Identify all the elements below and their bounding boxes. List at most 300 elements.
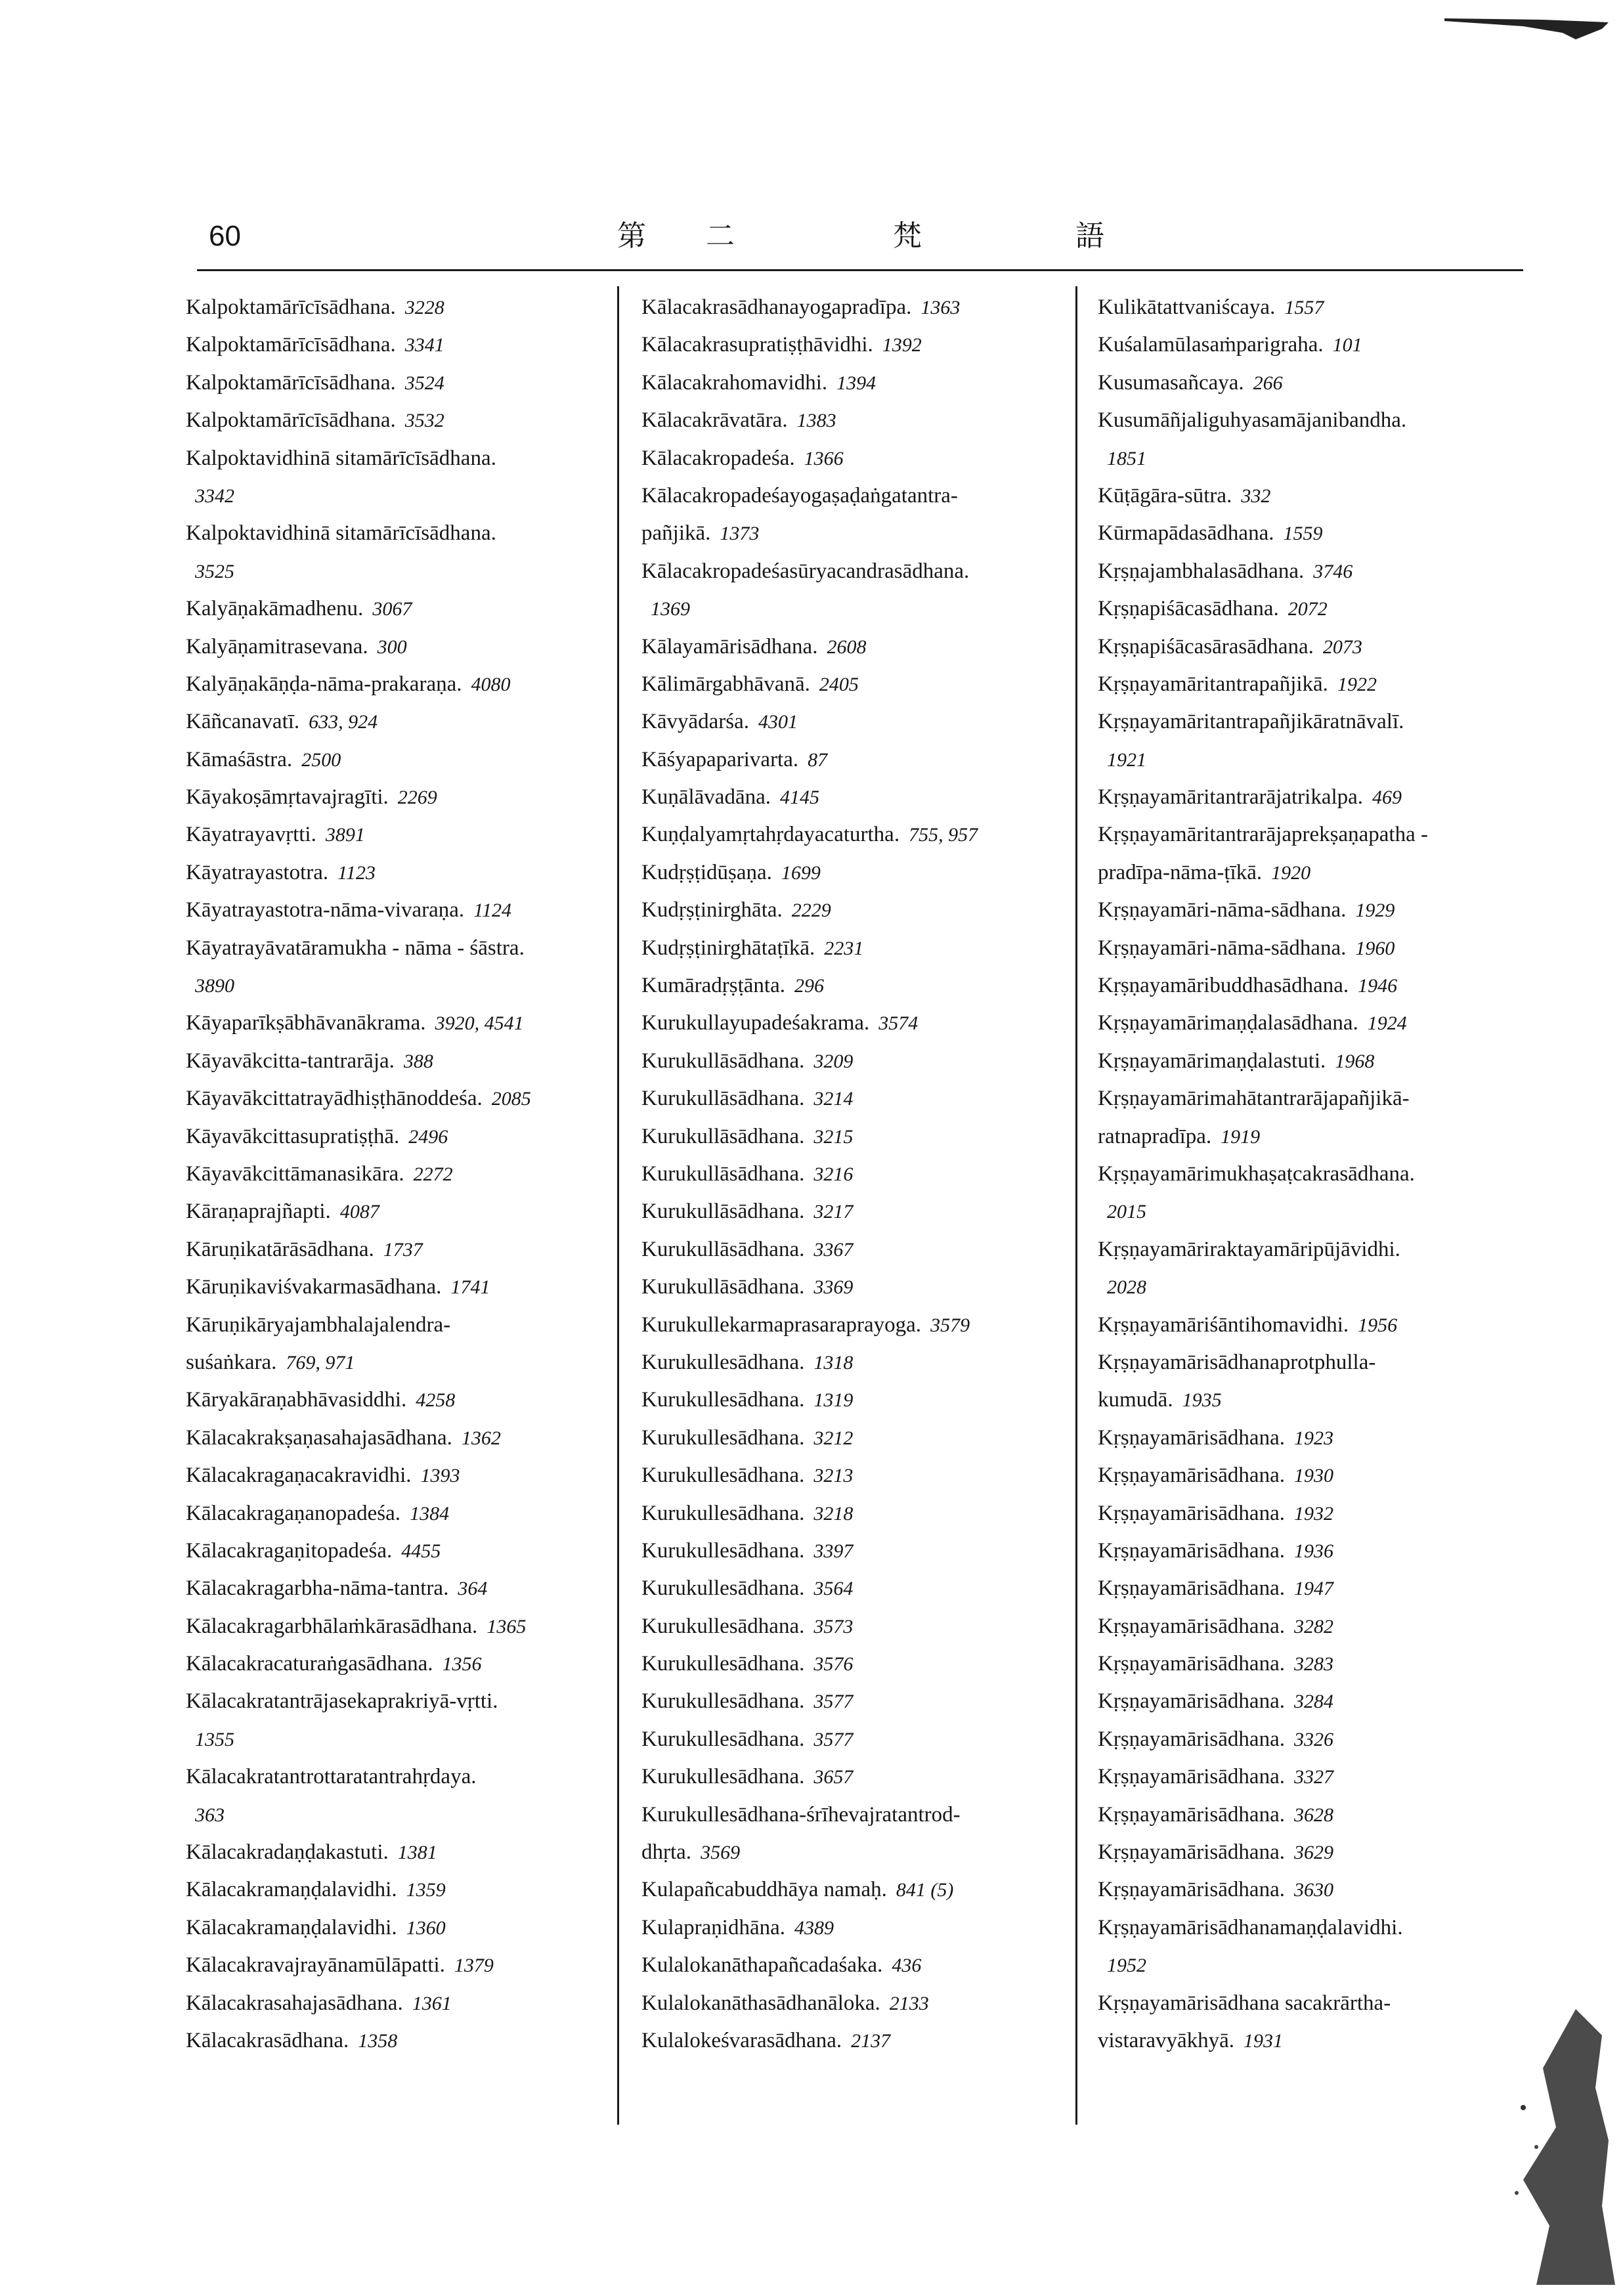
entry-number: 1737 — [383, 1238, 423, 1261]
entry-number: 101 — [1332, 334, 1362, 357]
entry-number: 2073 — [1322, 636, 1362, 658]
index-entry — [1098, 816, 1437, 854]
index-entry — [641, 1834, 978, 1871]
entry-title: Kurukullayupadeśakrama. — [641, 1011, 870, 1035]
index-entry — [641, 1495, 978, 1532]
index-entry — [1098, 1871, 1437, 1909]
entry-title: pañjikā. — [641, 521, 711, 546]
index-entry — [1098, 779, 1437, 816]
entry-number: 1384 — [410, 1502, 450, 1525]
index-entry — [186, 402, 534, 439]
index-entry — [186, 1344, 534, 1381]
index-entry — [641, 515, 978, 552]
entry-number: 2405 — [819, 673, 859, 695]
entry-number: 633, 924 — [309, 711, 378, 733]
entry-number: 1361 — [412, 1992, 452, 2014]
entry-title: Kuṇḍalyamṛtahṛdayacaturtha. — [641, 823, 900, 847]
entry-title: Kālacakropadeśayogaṣaḍaṅgatantra- — [641, 483, 958, 508]
entry-number: 1557 — [1284, 297, 1324, 318]
index-entry — [186, 2022, 534, 2060]
index-entry — [186, 1570, 534, 1607]
entry-number: 2269 — [397, 787, 437, 809]
entry-number: 388 — [403, 1050, 433, 1072]
index-entry — [186, 967, 534, 1005]
entry-title: Kālimārgabhāvanā. — [641, 672, 810, 696]
entry-title: Kālacakradaṇḍakastuti. — [186, 1840, 389, 1865]
entry-number: 1381 — [397, 1842, 437, 1864]
index-entry — [641, 1381, 978, 1419]
entry-number: 3367 — [813, 1238, 854, 1261]
entry-number: 1920 — [1271, 861, 1311, 884]
entry-number: 2231 — [824, 937, 864, 959]
entry-title: Kṛṣṇayamāritantrapañjikā. — [1098, 672, 1328, 696]
index-entry — [641, 590, 978, 628]
index-entry — [186, 1608, 534, 1645]
entry-number: 2272 — [413, 1163, 453, 1185]
index-entry — [1098, 1796, 1437, 1834]
index-entry — [641, 1758, 978, 1796]
entry-number: 1365 — [487, 1615, 527, 1637]
entry-title: Kālacakratantrājasekaprakriyā-vṛtti. — [186, 1689, 498, 1714]
entry-title: Kṛṣṇayamārisādhana. — [1098, 1652, 1285, 1676]
index-entry — [641, 1947, 978, 1984]
entry-title: Kūṭāgāra-sūtra. — [1098, 483, 1232, 508]
entry-title: Kālayamārisādhana. — [641, 634, 818, 659]
entry-number: 1922 — [1337, 673, 1377, 695]
index-entry — [186, 1645, 534, 1683]
entry-number: 1968 — [1335, 1050, 1375, 1072]
entry-number: 1924 — [1367, 1012, 1407, 1035]
index-entry — [186, 590, 534, 628]
index-entry — [641, 1419, 978, 1457]
index-entry — [1098, 1307, 1437, 1344]
entry-number: 1366 — [804, 447, 844, 469]
entry-title: Kāruṇikatārāsādhana. — [186, 1237, 374, 1261]
entry-number: 2015 — [1107, 1201, 1146, 1223]
index-entry — [641, 1570, 978, 1607]
index-entry — [186, 1683, 534, 1720]
entry-number: 1935 — [1182, 1389, 1222, 1412]
index-entry — [641, 1043, 978, 1080]
entry-number: 1355 — [195, 1728, 234, 1750]
index-entry — [186, 553, 534, 590]
entry-title: Kurukullāsādhana. — [641, 1200, 805, 1224]
entry-title: Kālacakravajrayānamūlāpatti. — [186, 1953, 445, 1978]
entry-title: Kṛṣṇayamāritantrapañjikāratnāvalī. — [1098, 710, 1404, 734]
entry-number: 3657 — [813, 1766, 854, 1788]
index-entry — [641, 1985, 978, 2022]
entry-number: 2072 — [1288, 598, 1328, 620]
index-entry — [1098, 364, 1437, 402]
entry-number: 1960 — [1355, 937, 1395, 959]
entry-title: Kurukullesādhana. — [641, 1350, 805, 1374]
index-entry — [641, 1080, 978, 1117]
index-entry — [641, 1307, 978, 1344]
index-entry — [641, 1608, 978, 1645]
index-entry — [1098, 440, 1437, 477]
entry-title: Kāraṇaprajñapti. — [186, 1200, 331, 1224]
index-entry — [1098, 1080, 1437, 1117]
index-entry — [1098, 967, 1437, 1005]
entry-number: 1921 — [1107, 748, 1146, 771]
index-column-1 — [186, 289, 534, 2060]
entry-title: Kurukullāsādhana. — [641, 1124, 805, 1148]
entry-number: 3397 — [813, 1540, 854, 1562]
index-entry — [1098, 1005, 1437, 1042]
entry-title: Kusumāñjaliguhyasamājanibandha. — [1098, 408, 1407, 433]
index-entry — [186, 1721, 534, 1758]
entry-title: Kulalokeśvarasādhana. — [641, 2028, 842, 2052]
entry-title: Kālacakragarbha-nāma-tantra. — [186, 1576, 449, 1601]
entry-title: Kālacakragarbhālaṁkārasādhana. — [186, 1614, 478, 1638]
entry-title: Kāyavākcittatrayādhiṣṭhānoddeśa. — [186, 1087, 483, 1111]
entry-title: Kāruṇikāryajambhalajalendra- — [186, 1312, 451, 1337]
entry-title: Kṛṣṇayamārisādhana. — [1098, 1689, 1285, 1714]
entry-title: Kālacakrasādhana. — [186, 2028, 349, 2052]
index-entry — [641, 816, 978, 854]
entry-number: 3890 — [195, 975, 234, 997]
index-entry — [186, 1156, 534, 1193]
entry-number: 469 — [1372, 787, 1402, 809]
entry-title: Kṛṣṇayamārimaṇḍalasādhana. — [1098, 1011, 1358, 1035]
index-entry — [186, 1307, 534, 1344]
entry-title: Kurukullekarmaprasaraprayoga. — [641, 1312, 922, 1337]
index-entry — [186, 1268, 534, 1306]
index-entry — [186, 628, 534, 666]
index-entry — [1098, 1985, 1437, 2022]
entry-number: 1394 — [836, 372, 876, 394]
entry-title: Kulikātattvaniścaya. — [1098, 295, 1276, 319]
index-entry — [1098, 1570, 1437, 1607]
entry-title: Kāśyapaparivarta. — [641, 747, 799, 771]
entry-title: Kṛṣṇayamārisādhana. — [1098, 1802, 1285, 1827]
entry-number: 1923 — [1293, 1427, 1333, 1449]
entry-number: 2496 — [408, 1125, 448, 1148]
index-entry — [1098, 1683, 1437, 1720]
index-entry — [186, 326, 534, 364]
index-entry — [641, 1457, 978, 1494]
entry-title: Kālacakropadeśasūryacandrasādhana. — [641, 559, 970, 583]
entry-number: 3525 — [195, 560, 234, 582]
entry-title: Kālacakratantrottaratantrahṛdaya. — [186, 1765, 477, 1789]
entry-number: 364 — [458, 1578, 488, 1600]
index-entry — [641, 779, 978, 816]
entry-number: 4301 — [758, 711, 798, 733]
index-entry — [641, 440, 978, 477]
index-entry — [641, 2022, 978, 2060]
entry-number: 4258 — [416, 1389, 456, 1412]
entry-title: Kudṛṣṭinirghāta. — [641, 898, 783, 922]
index-entry — [1098, 1834, 1437, 1871]
index-column-2 — [641, 289, 978, 2060]
entry-title: Kṛṣṇayamāribuddhasādhana. — [1098, 974, 1349, 998]
entry-number: 1360 — [406, 1917, 446, 1939]
entry-title: Kalyāṇakāmadhenu. — [186, 597, 364, 621]
entry-title: Kurukullāsādhana. — [641, 1161, 805, 1186]
entry-number: 2085 — [491, 1088, 531, 1110]
entry-title: Kurukullesādhana. — [641, 1652, 805, 1676]
entry-title: Kālacakropadeśa. — [641, 446, 795, 470]
index-entry — [1098, 892, 1437, 929]
entry-number: 332 — [1241, 485, 1271, 507]
entry-number: 1363 — [920, 297, 961, 318]
entry-title: Kurukullāsādhana. — [641, 1237, 805, 1261]
entry-number: 3341 — [404, 334, 444, 357]
entry-title: Kalpoktamārīcīsādhana. — [186, 295, 396, 319]
index-entry — [186, 1231, 534, 1268]
index-entry — [641, 703, 978, 741]
scan-edge-smudge — [1497, 2009, 1615, 2285]
index-entry — [186, 1871, 534, 1909]
index-entry — [1098, 1344, 1437, 1381]
entry-number: 3342 — [195, 485, 234, 507]
index-entry — [641, 892, 978, 929]
index-entry — [1098, 553, 1437, 590]
index-entry — [641, 1871, 978, 1909]
index-entry — [186, 854, 534, 892]
entry-title: Kāmaśāstra. — [186, 747, 293, 771]
entry-number: 1358 — [358, 2029, 398, 2052]
index-entry — [1098, 1721, 1437, 1758]
entry-number: 3577 — [813, 1728, 854, 1750]
entry-title: Kṛṣṇayamārisādhana. — [1098, 1765, 1285, 1789]
entry-number: 1930 — [1293, 1465, 1333, 1487]
entry-title: Kalyāṇakāṇḍa-nāma-prakaraṇa. — [186, 672, 462, 696]
index-entry — [186, 779, 534, 816]
entry-title: Kṛṣṇayamārisādhana. — [1098, 1840, 1285, 1865]
index-entry — [641, 1532, 978, 1570]
entry-title: Kṛṣṇayamārisādhana. — [1098, 1425, 1285, 1450]
entry-title: Kālacakrakṣaṇasahajasādhana. — [186, 1425, 452, 1450]
index-entry — [1098, 1947, 1437, 1984]
entry-number: 1319 — [813, 1389, 854, 1412]
entry-number: 3920, 4541 — [435, 1012, 524, 1035]
index-entry — [641, 553, 978, 590]
entry-number: 3218 — [813, 1502, 854, 1525]
index-entry — [1098, 2022, 1437, 2060]
entry-title: Kuśalamūlasaṁparigraha. — [1098, 333, 1324, 357]
entry-title: kumudā. — [1098, 1388, 1173, 1412]
entry-number: 363 — [195, 1804, 225, 1826]
scan-edge-mark — [1444, 13, 1609, 39]
entry-title: Kṛṣṇayamārisādhana sacakrārtha- — [1098, 1991, 1391, 2015]
entry-title: Kṛṣṇayamārisādhana. — [1098, 1463, 1285, 1488]
index-entry — [1098, 590, 1437, 628]
entry-title: Kurukullesādhana. — [641, 1576, 805, 1601]
entry-number: 755, 957 — [909, 824, 978, 846]
entry-number: 3746 — [1313, 560, 1353, 582]
index-entry — [1098, 628, 1437, 666]
entry-title: Kṛṣṇayamārisādhana. — [1098, 1727, 1285, 1751]
index-entry — [641, 967, 978, 1005]
entry-title: Kṛṣṇayamārisādhanaprotphulla- — [1098, 1350, 1376, 1374]
entry-title: Kāyakoṣāmṛtavajragīti. — [186, 785, 389, 810]
entry-number: 3569 — [701, 1842, 741, 1864]
index-entry — [641, 364, 978, 402]
index-entry — [186, 1193, 534, 1230]
entry-number: 436 — [892, 1955, 922, 1977]
index-entry — [641, 1909, 978, 1947]
entry-number: 2500 — [301, 748, 341, 771]
header-char-1: 第 — [617, 219, 646, 253]
entry-title: Kṛṣṇapiśācasādhana. — [1098, 597, 1279, 621]
entry-title: Kṛṣṇayamāri-nāma-sādhana. — [1098, 936, 1347, 960]
entry-number: 4087 — [339, 1201, 379, 1223]
entry-number: 4455 — [401, 1540, 441, 1562]
entry-number: 266 — [1253, 372, 1283, 394]
entry-title: Kṛṣṇayamārisādhana. — [1098, 1501, 1285, 1525]
index-entry — [641, 477, 978, 515]
index-entry — [1098, 1457, 1437, 1494]
entry-title: Kāñcanavatī. — [186, 710, 300, 734]
entry-number: 3326 — [1293, 1728, 1333, 1750]
entry-number: 3067 — [372, 598, 412, 620]
index-entry — [1098, 703, 1437, 741]
index-entry — [641, 741, 978, 779]
entry-title: Kūrmapādasādhana. — [1098, 521, 1274, 546]
entry-title: Kurukullesādhana. — [641, 1765, 805, 1789]
index-entry — [186, 440, 534, 477]
header-char-4: 語 — [1075, 219, 1104, 253]
entry-title: Kāyatrayavṛtti. — [186, 823, 316, 847]
entry-number: 1356 — [442, 1653, 482, 1676]
entry-number: 3282 — [1293, 1615, 1333, 1637]
index-entry — [641, 289, 978, 326]
index-entry — [186, 364, 534, 402]
index-entry — [1098, 1156, 1437, 1193]
entry-title: Kusumasañcaya. — [1098, 370, 1244, 395]
entry-number: 3213 — [813, 1465, 854, 1487]
index-entry — [641, 1156, 978, 1193]
entry-number: 296 — [794, 975, 824, 997]
entry-number: 3891 — [325, 824, 365, 846]
index-entry — [186, 892, 534, 929]
index-entry — [186, 741, 534, 779]
entry-title: Kulapañcabuddhāya namaḥ. — [641, 1878, 887, 1902]
index-entry — [1098, 1495, 1437, 1532]
entry-number: 1741 — [450, 1276, 490, 1299]
page-number: 60 — [209, 220, 241, 252]
index-entry — [1098, 666, 1437, 703]
entry-title: vistaravyākhyā. — [1098, 2028, 1235, 2052]
entry-title: Kālacakrāvatāra. — [641, 408, 788, 433]
entry-title: Kumāradṛṣṭānta. — [641, 974, 785, 998]
entry-number: 1929 — [1355, 899, 1395, 922]
index-entry — [641, 628, 978, 666]
entry-number: 3216 — [813, 1163, 854, 1185]
index-entry — [186, 1985, 534, 2022]
entry-title: Kulapraṇidhāna. — [641, 1915, 785, 1939]
entry-title: Kṛṣṇayamāri-nāma-sādhana. — [1098, 898, 1347, 922]
entry-title: Kalyāṇamitrasevana. — [186, 634, 368, 659]
entry-number: 2133 — [889, 1992, 929, 2014]
entry-title: Kāvyādarśa. — [641, 710, 750, 734]
entry-title: Kalpoktamārīcīsādhana. — [186, 370, 396, 395]
entry-number: 1956 — [1358, 1314, 1398, 1336]
page-header — [0, 217, 1623, 263]
entry-title: Kāyavākcitta-tantrarāja. — [186, 1049, 395, 1073]
index-entry — [1098, 1268, 1437, 1306]
index-entry — [1098, 1193, 1437, 1230]
index-entry — [1098, 1758, 1437, 1796]
index-entry — [186, 1381, 534, 1419]
index-entry — [641, 1796, 978, 1834]
entry-title: Kālacakragaṇanopadeśa. — [186, 1501, 401, 1525]
entry-number: 4389 — [794, 1917, 834, 1939]
index-entry — [641, 326, 978, 364]
index-entry — [186, 477, 534, 515]
index-entry — [186, 1043, 534, 1080]
index-entry — [186, 1457, 534, 1494]
index-column-3 — [1098, 289, 1437, 2060]
entry-title: Kāyavākcittasupratiṣṭhā. — [186, 1124, 400, 1148]
entry-title: Kālacakragaṇitopadeśa. — [186, 1538, 393, 1563]
entry-number: 2028 — [1107, 1276, 1146, 1299]
entry-number: 3564 — [813, 1578, 854, 1600]
entry-number: 300 — [377, 636, 407, 658]
entry-number: 1359 — [406, 1879, 446, 1901]
index-entry — [641, 930, 978, 967]
header-rule — [197, 269, 1523, 271]
entry-title: Kāruṇikaviśvakarmasādhana. — [186, 1275, 442, 1299]
entry-number: 3524 — [404, 372, 444, 394]
index-entry — [641, 1193, 978, 1230]
index-entry — [1098, 1608, 1437, 1645]
index-entry — [1098, 930, 1437, 967]
entry-number: 1383 — [796, 410, 836, 432]
entry-title: Kalpoktavidhinā sitamārīcīsādhana. — [186, 446, 496, 470]
entry-number: 4080 — [471, 673, 511, 695]
entry-title: Kṛṣṇayamārisādhana. — [1098, 1538, 1285, 1563]
index-entry — [1098, 515, 1437, 552]
index-entry — [186, 1796, 534, 1834]
entry-title: Kṛṣṇajambhalasādhana. — [1098, 559, 1305, 583]
entry-title: Kṛṣṇayamāriraktayamāripūjāvidhi. — [1098, 1237, 1400, 1261]
entry-number: 1124 — [473, 899, 511, 922]
entry-number: 3283 — [1293, 1653, 1333, 1676]
index-entry — [186, 1758, 534, 1796]
index-entry — [1098, 854, 1437, 892]
index-entry — [641, 1231, 978, 1268]
header-char-2: 二 — [706, 219, 735, 253]
index-entry — [186, 666, 534, 703]
entry-number: 3577 — [813, 1691, 854, 1713]
entry-number: 3629 — [1293, 1842, 1333, 1864]
index-entry — [641, 1118, 978, 1156]
entry-number: 87 — [808, 748, 828, 771]
entry-title: Kālacakrasahajasādhana. — [186, 1991, 403, 2015]
index-entry — [641, 1721, 978, 1758]
index-entry — [186, 930, 534, 967]
index-entry — [186, 816, 534, 854]
index-entry — [186, 1834, 534, 1871]
entry-title: Kurukullesādhana. — [641, 1689, 805, 1714]
entry-number: 1362 — [461, 1427, 501, 1449]
entry-title: Kalpoktavidhinā sitamārīcīsādhana. — [186, 521, 496, 546]
index-entry — [186, 1118, 534, 1156]
entry-number: 3574 — [878, 1012, 919, 1035]
index-entry — [186, 1909, 534, 1947]
entry-title: Kṛṣṇayamārisādhana. — [1098, 1614, 1285, 1638]
entry-title: Kalpoktamārīcīsādhana. — [186, 408, 396, 433]
index-entry — [1098, 402, 1437, 439]
index-entry — [641, 1645, 978, 1683]
entry-title: Kāyatrayāvatāramukha - nāma - śāstra. — [186, 936, 525, 960]
entry-title: Kālacakrahomavidhi. — [641, 370, 828, 395]
entry-title: Kṛṣṇayamārisādhana. — [1098, 1576, 1285, 1601]
entry-number: 1947 — [1293, 1578, 1333, 1600]
entry-title: Kurukullesādhana. — [641, 1727, 805, 1751]
